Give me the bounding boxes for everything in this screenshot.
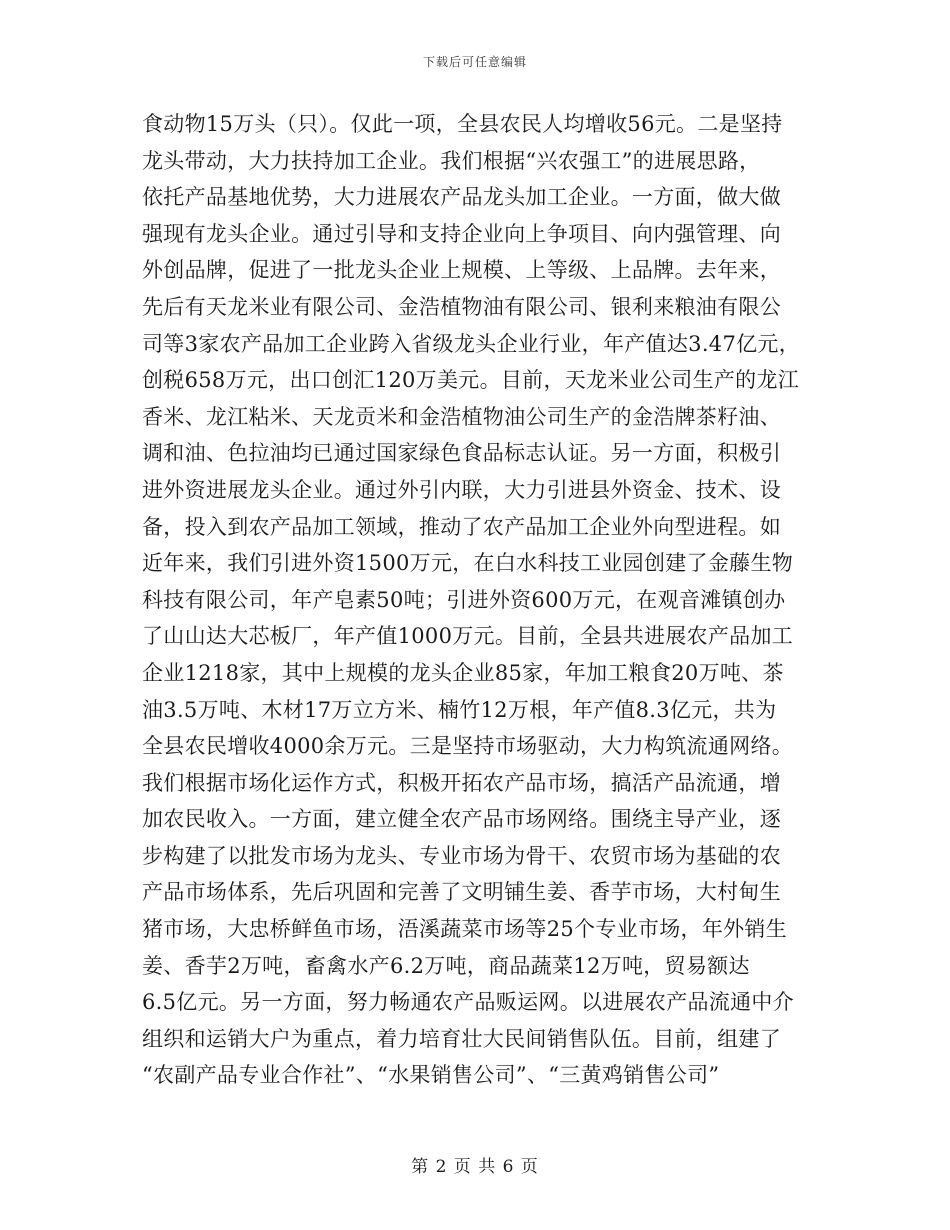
text-line: 我们根据市场化运作方式，积极开拓农产品市场，搞活产品流通，增 — [142, 770, 781, 795]
text-line: 全县农民增收4000余万元。三是坚持市场驱动，大力构筑流通网络。 — [142, 734, 794, 759]
text-line: 依托产品基地优势，大力进展农产品龙头加工企业。一方面，做大做 — [142, 185, 781, 210]
text-line: 油3.5万吨、木材17万立方米、楠竹12万根，年产值8.3亿元，共为 — [142, 697, 777, 722]
text-line: 先后有天龙米业有限公司、金浩植物油有限公司、银利来粮油有限公 — [142, 294, 781, 319]
text-line: 科技有限公司，年产皂素50吨；引进外资600万元，在观音滩镇创办 — [142, 587, 786, 612]
text-line: 龙头带动，大力扶持加工企业。我们根据“兴农强工”的进展思路， — [142, 148, 761, 173]
text-line: 香米、龙江粘米、天龙贡米和金浩植物油公司生产的金浩牌茶籽油、 — [142, 404, 781, 429]
text-line: 产品市场体系，先后巩固和完善了文明铺生姜、香芋市场，大村甸生 — [142, 880, 781, 905]
text-line: 备，投入到农产品加工领域，推动了农产品加工企业外向型进程。如 — [142, 514, 781, 539]
text-line: 强现有龙头企业。通过引导和支持企业向上争项目、向内强管理、向 — [142, 221, 781, 246]
text-line: 企业1218家，其中上规模的龙头企业85家，年加工粮食20万吨、茶 — [142, 660, 784, 685]
text-line: 加农民收入。一方面，建立健全农产品市场网络。围绕主导产业，逐 — [142, 807, 781, 832]
text-line: 创税658万元，出口创汇120万美元。目前，天龙米业公司生产的龙江 — [142, 368, 800, 393]
text-line: “农副产品专业合作社”、“水果销售公司”、“三黄鸡销售公司” — [142, 1063, 720, 1088]
text-line: 猪市场，大忠桥鲜鱼市场，浯溪蔬菜市场等25个专业市场，年外销生 — [142, 917, 788, 942]
page-number-footer: 第 2 页 共 6 页 — [411, 1157, 539, 1177]
text-line: 6.5亿元。另一方面，努力畅通农产品贩运网。以进展农产品流通中介 — [142, 990, 794, 1015]
body-text — [142, 106, 822, 1094]
text-line: 步构建了以批发市场为龙头、专业市场为骨干、农贸市场为基础的农 — [142, 843, 781, 868]
text-line: 食动物15万头（只）。仅此一项，全县农民人均增收56元。二是坚持 — [142, 112, 783, 136]
text-line: 司等3家农产品加工企业跨入省级龙头企业行业，年产值达3.47亿元， — [142, 331, 801, 356]
page-header: 下载后可任意编辑 — [422, 55, 527, 69]
text-line: 外创品牌，促进了一批龙头企业上规模、上等级、上品牌。去年来， — [142, 258, 781, 283]
text-line: 姜、香芋2万吨，畜禽水产6.2万吨，商品蔬菜12万吨，贸易额达 — [142, 953, 750, 978]
text-line: 了山山达大芯板厂，年产值1000万元。目前，全县共进展农产品加工 — [142, 624, 794, 649]
text-line: 调和油、色拉油均已通过国家绿色食品标志认证。另一方面，积极引 — [142, 441, 781, 466]
text-line: 组织和运销大户为重点，着力培育壮大民间销售队伍。目前，组建了 — [142, 1026, 781, 1051]
text-line: 进外资进展龙头企业。通过外引内联，大力引进县外资金、技术、设 — [142, 477, 781, 502]
text-line: 近年来，我们引进外资1500万元，在白水科技工业园创建了金藤生物 — [142, 551, 794, 576]
